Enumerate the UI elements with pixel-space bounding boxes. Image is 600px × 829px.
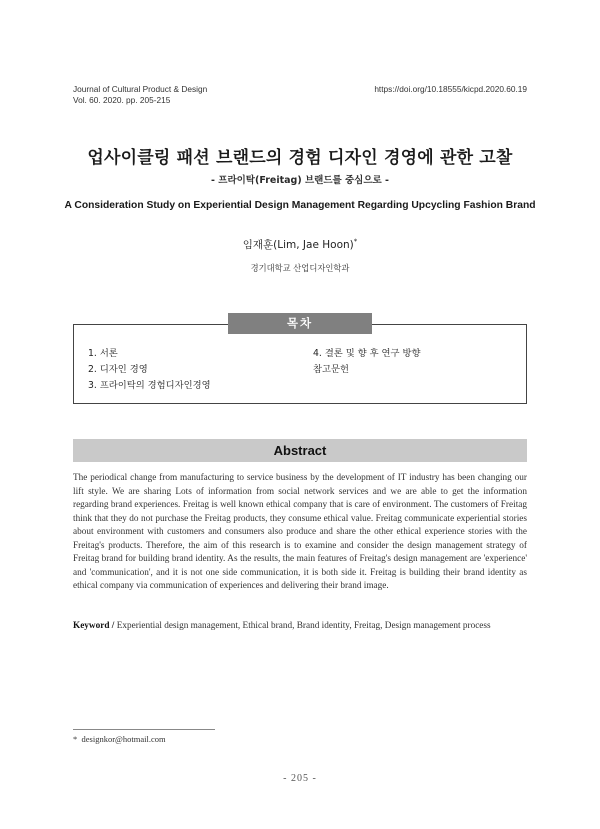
toc-heading: 목차 [228, 313, 372, 334]
toc-item-2: 2. 디자인 경영 [88, 364, 148, 375]
page-number: - 205 - [283, 773, 317, 784]
footnote-rule [73, 729, 215, 730]
journal-name: Journal of Cultural Product & Design [73, 84, 208, 94]
keywords: Experiential design management, Ethical brand, Brand identity, Freitag, Design management process [114, 621, 491, 631]
author-email[interactable]: designkor@hotmail.com [81, 734, 166, 744]
toc-item-3: 3. 프라이탁의 경험디자인경영 [88, 380, 211, 391]
volume-info: Vol. 60. 2020. pp. 205-215 [73, 95, 171, 105]
author-footnote-mark: * [353, 237, 358, 246]
abstract-body: The periodical change from manufacturing to service business by the development of IT industry has been changing our lift style. We are sharing Lots of information from social network services and we are able to get the information regarding brand experiences. Freitag is well known ethical company that is care of environment. The customers of Freitag think that they do not purchase the Freitag products, they consume ethical value. Freitag communicate experiential stories about environment with customers and consumers also produce and share the other ethical experience stories with the Freitag's products. Therefore, the aim of this research is to examine and consider the design management strategy of Freitag brand for building brand identity. As the results, the main features of Freitag's design management are 'experience' and 'communication', and it is not one side communication, it is both side it. Freitag is building their brand identity as ethical company via communication of experiences and delivering their brand image. [73, 473, 527, 591]
doi-link[interactable]: https://doi.org/10.18555/kicpd.2020.60.19 [374, 84, 527, 94]
author-line [0, 237, 600, 252]
toc-item-4: 4. 결론 및 향 후 연구 방향 [313, 348, 421, 359]
footnote [73, 734, 166, 744]
footnote-mark: * [73, 734, 78, 744]
abstract-heading: Abstract [73, 439, 527, 462]
title-korean: 업사이클링 패션 브랜드의 경험 디자인 경영에 관한 고찰 [87, 148, 513, 168]
title-english: A Consideration Study on Experiential Design Management Regarding Upcycling Fashion Brand [64, 200, 536, 211]
subtitle-korean: - 프라이탁(Freitag) 브랜드를 중심으로 - [211, 175, 389, 186]
author-name: 임재훈(Lim, Jae Hoon) [242, 239, 354, 251]
keyword-line [73, 620, 527, 633]
toc-item-references: 참고문헌 [313, 364, 349, 375]
keyword-label: Keyword / [73, 621, 115, 631]
affiliation: 경기대학교 산업디자인학과 [250, 263, 350, 273]
toc-item-1: 1. 서론 [88, 348, 118, 359]
